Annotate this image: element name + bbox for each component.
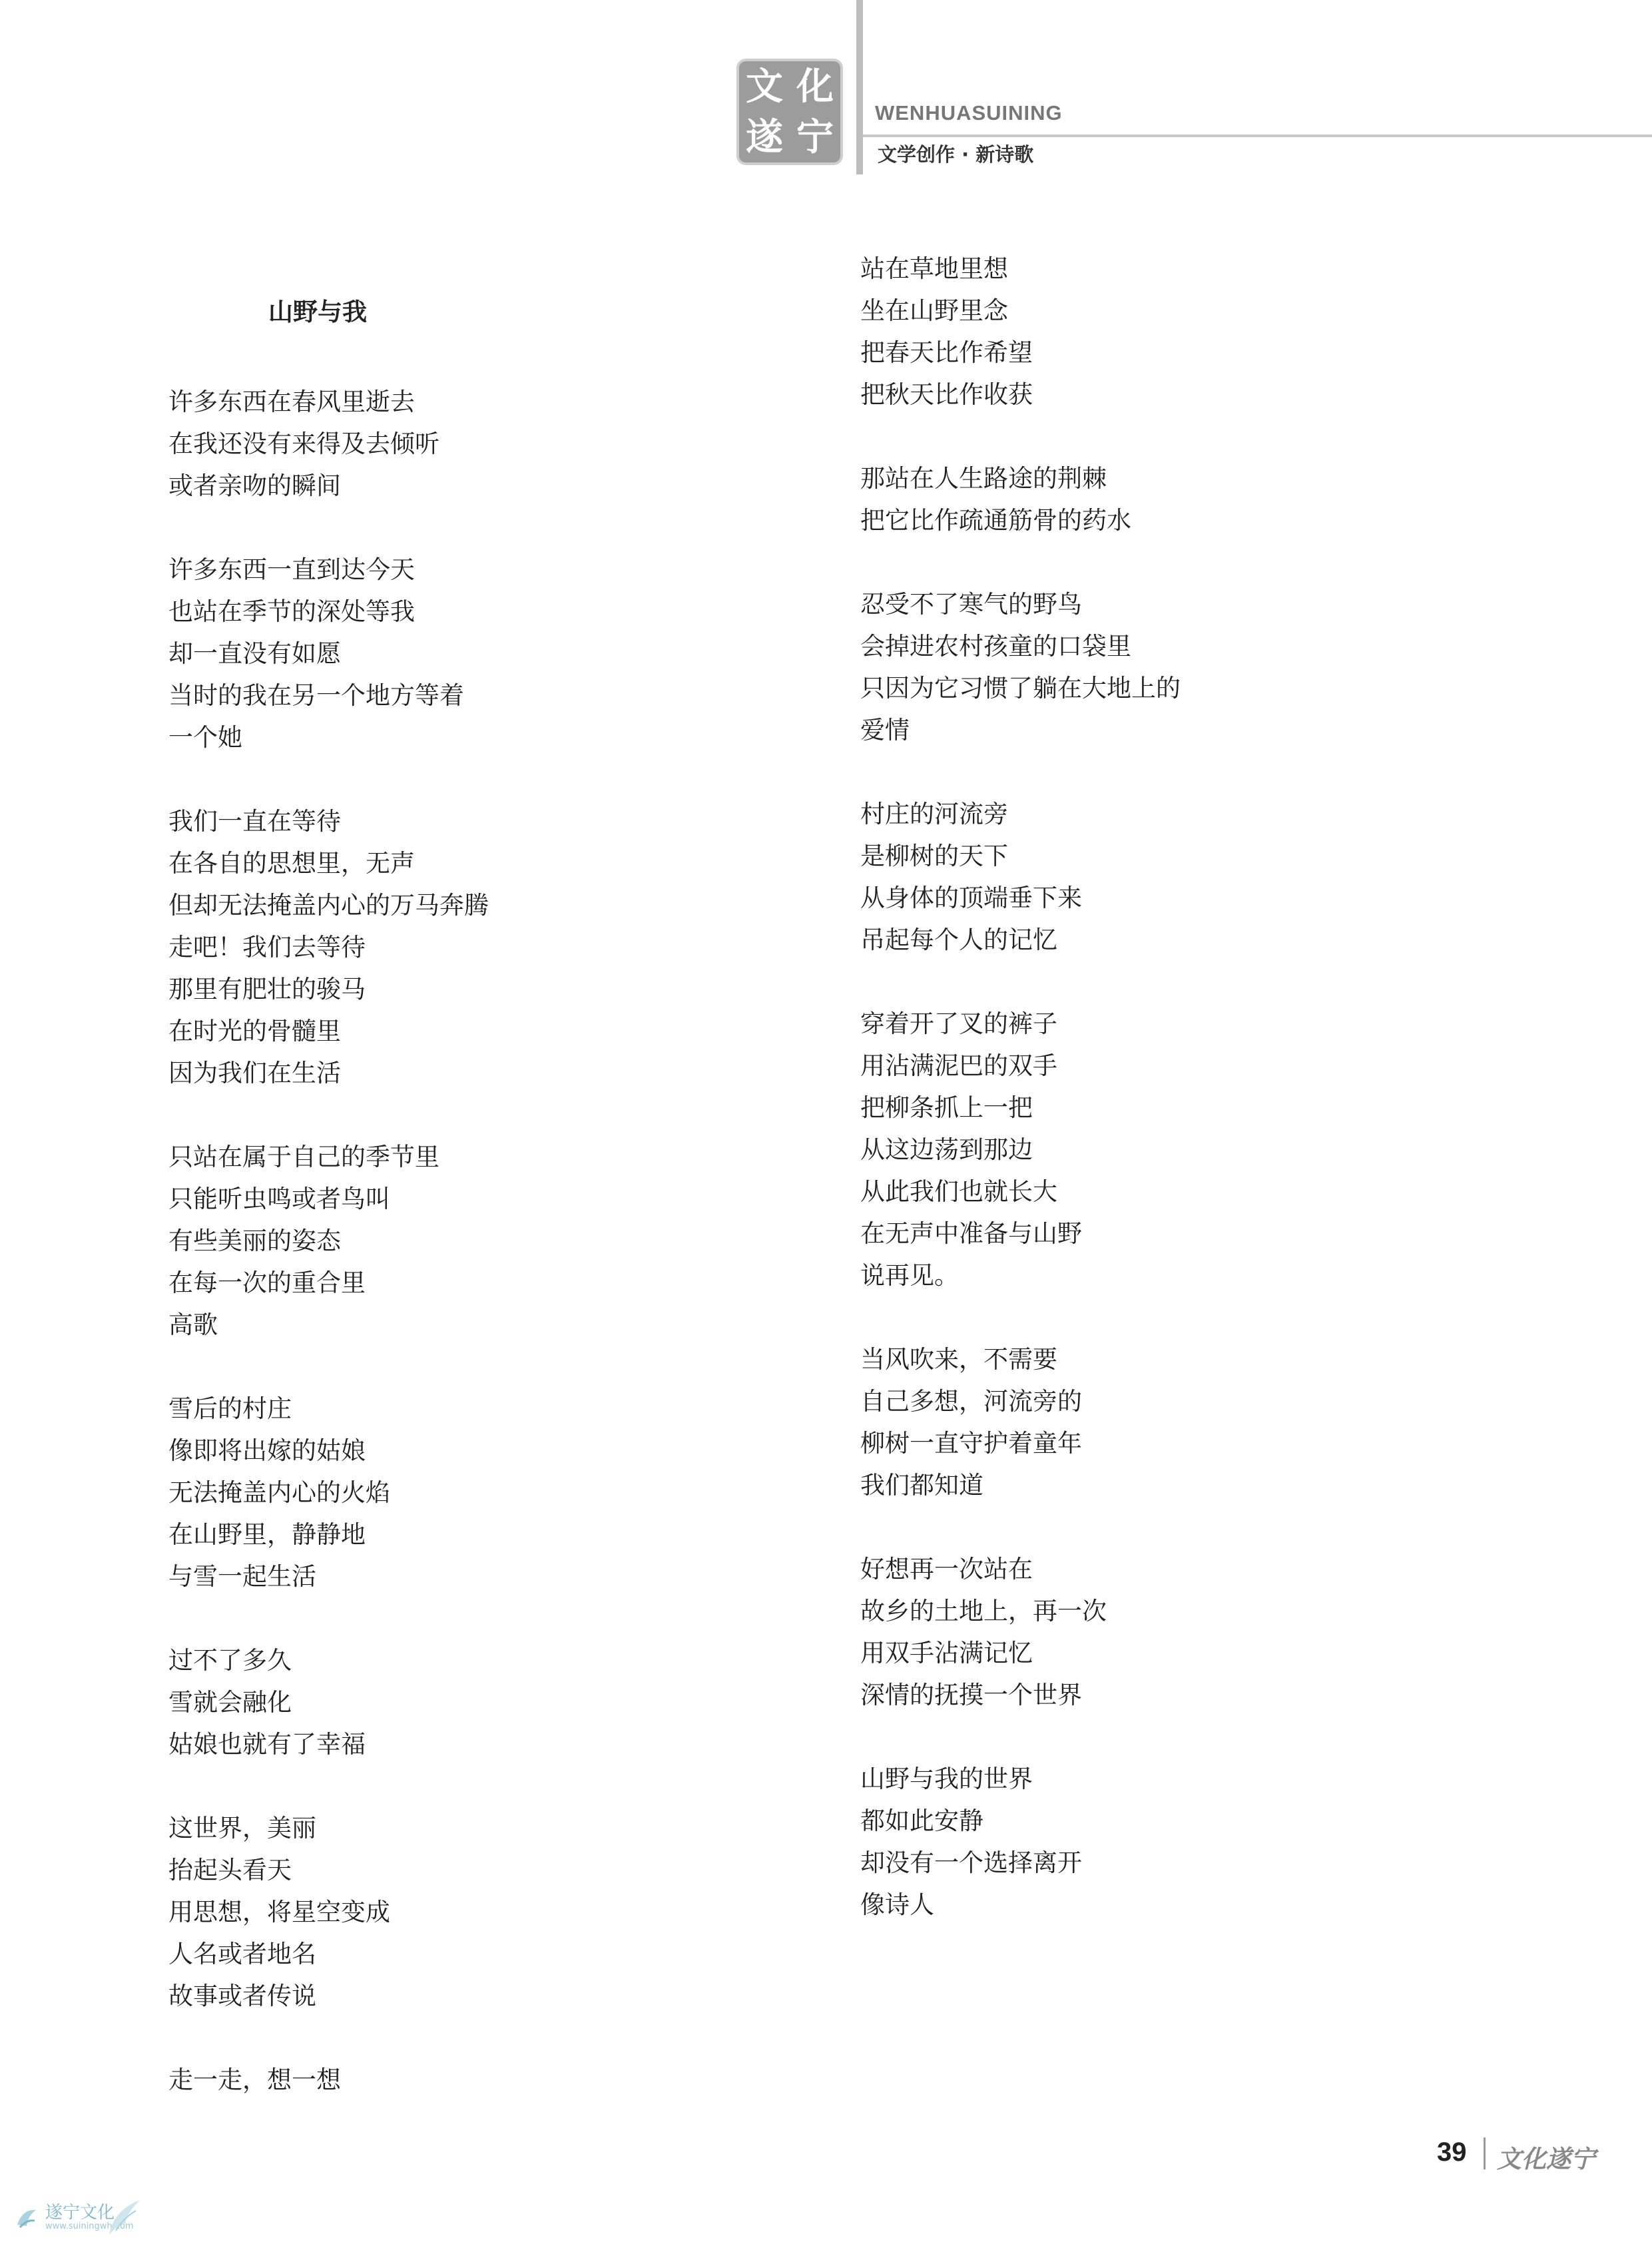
- poem-line: 只站在属于自己的季节里: [168, 1143, 439, 1171]
- poem-right-column: [860, 248, 1181, 1968]
- poem-line: 坐在山野里念: [860, 296, 1008, 325]
- poem-line: 那里有肥壮的骏马: [168, 975, 366, 1003]
- poem-line: 雪就会融化: [168, 1688, 292, 1717]
- poem-line: 有些美丽的姿态: [168, 1227, 341, 1255]
- poem-stanza: [860, 1003, 1181, 1296]
- poem-stanza: [860, 1548, 1181, 1716]
- poem-line: 在各自的思想里，无声: [168, 849, 415, 878]
- poem-line: 过不了多久: [168, 1646, 292, 1675]
- poem-line: 村庄的河流旁: [860, 800, 1008, 828]
- poem-stanza: [860, 583, 1181, 751]
- poem-line: 像即将出嫁的姑娘: [168, 1436, 366, 1465]
- magazine-seal-logo: [739, 61, 840, 162]
- poem-line: 从这边荡到那边: [860, 1135, 1033, 1164]
- poem-line: 说再见。: [860, 1261, 959, 1290]
- poem-line: 高歌: [168, 1310, 218, 1339]
- poem-stanza: [860, 1758, 1181, 1926]
- poem-line: 从此我们也就长大: [860, 1177, 1057, 1206]
- poem-stanza: [168, 1136, 489, 1346]
- poem-line: 在时光的骨髓里: [168, 1017, 341, 1045]
- poem-line: 许多东西在春风里逝去: [168, 388, 415, 416]
- poem-line: 也站在季节的深处等我: [168, 597, 415, 626]
- poem-stanza: [860, 248, 1181, 416]
- watermark-logo-icon: [13, 2205, 40, 2231]
- poem-stanza: [168, 1388, 489, 1597]
- poem-stanza: [860, 793, 1181, 961]
- poem-line: 走吧！我们去等待: [168, 933, 366, 962]
- poem-line: 只能听虫鸣或者鸟叫: [168, 1185, 390, 1213]
- poem-line: 无法掩盖内心的火焰: [168, 1478, 390, 1507]
- poem-line: 姑娘也就有了幸福: [168, 1730, 366, 1759]
- poem-line: 只因为它习惯了躺在大地上的: [860, 674, 1181, 702]
- poem-line: 用沾满泥巴的双手: [860, 1051, 1057, 1080]
- poem-line: 那站在人生路途的荆棘: [860, 464, 1107, 493]
- poem-stanza: [168, 549, 489, 758]
- poem-line: 像诗人: [860, 1890, 934, 1919]
- footer-separator: [1484, 2137, 1486, 2169]
- poem-stanza: [860, 1338, 1181, 1506]
- seal-char: 化: [796, 65, 834, 109]
- poem-line: 都如此安静: [860, 1807, 983, 1835]
- poem-line: 用双手沾满记忆: [860, 1639, 1033, 1667]
- poem-line: 会掉进农村孩童的口袋里: [860, 632, 1131, 661]
- poem-line: 把秋天比作收获: [860, 380, 1033, 409]
- poem-left-column: [168, 381, 489, 2143]
- poem-line: 抬起头看天: [168, 1856, 292, 1884]
- poem-title: 山野与我: [268, 297, 367, 326]
- poem-line: 忍受不了寒气的野鸟: [860, 590, 1082, 619]
- poem-line: 爱情: [860, 716, 910, 744]
- poem-line: 或者亲吻的瞬间: [168, 471, 341, 500]
- poem-line: 我们一直在等待: [168, 807, 341, 836]
- poem-stanza: [168, 1807, 489, 2017]
- watermark-url: www.suiningwh.com: [45, 2221, 134, 2231]
- poem-line: 在无声中准备与山野: [860, 1219, 1082, 1248]
- page-number: 39: [1437, 2137, 1467, 2167]
- poem-line: 走一走，想一想: [168, 2066, 341, 2094]
- poem-line: 这世界，美丽: [168, 1814, 316, 1842]
- poem-stanza: [860, 457, 1181, 541]
- poem-line: 好想再一次站在: [860, 1555, 1033, 1583]
- poem-line: 在山野里，静静地: [168, 1520, 366, 1549]
- watermark-text: 遂宁文化: [45, 2203, 115, 2223]
- poem-line: 人名或者地名: [168, 1940, 316, 1968]
- poem-line: 穿着开了叉的裤子: [860, 1009, 1057, 1038]
- poem-line: 柳树一直守护着童年: [860, 1429, 1082, 1458]
- poem-line: 从身体的顶端垂下来: [860, 884, 1082, 912]
- seal-char: 文: [746, 65, 783, 109]
- poem-line: 把它比作疏通筋骨的药水: [860, 506, 1131, 535]
- poem-line: 把春天比作希望: [860, 338, 1033, 367]
- poem-line: 一个她: [168, 723, 242, 752]
- poem-line: 在每一次的重合里: [168, 1268, 366, 1297]
- section-label: 文学创作 · 新诗歌: [878, 143, 1034, 166]
- poem-stanza: [168, 800, 489, 1094]
- header-rule: [863, 135, 1652, 137]
- poem-line: 雪后的村庄: [168, 1394, 292, 1423]
- seal-char: 宁: [796, 115, 834, 159]
- poem-line: 用思想，将星空变成: [168, 1898, 390, 1926]
- poem-line: 在我还没有来得及去倾听: [168, 429, 439, 458]
- poem-line: 山野与我的世界: [860, 1765, 1033, 1793]
- poem-line: 与雪一起生活: [168, 1562, 316, 1591]
- poem-line: 许多东西一直到达今天: [168, 555, 415, 584]
- poem-line: 把柳条抓上一把: [860, 1093, 1033, 1122]
- poem-line: 因为我们在生活: [168, 1059, 341, 1087]
- poem-line: 但却无法掩盖内心的万马奔腾: [168, 891, 489, 920]
- poem-line: 却没有一个选择离开: [860, 1848, 1082, 1877]
- poem-line: 是柳树的天下: [860, 842, 1008, 870]
- wing-icon: [107, 2197, 142, 2237]
- poem-line: 故事或者传说: [168, 1982, 316, 2010]
- poem-stanza: [168, 2059, 489, 2101]
- poem-line: 自己多想，河流旁的: [860, 1387, 1082, 1416]
- header-vertical-bar: [856, 0, 863, 174]
- poem-line: 当风吹来，不需要: [860, 1345, 1057, 1374]
- poem-line: 却一直没有如愿: [168, 639, 341, 668]
- poem-line: 当时的我在另一个地方等着: [168, 681, 464, 710]
- seal-char: 遂: [746, 115, 783, 159]
- poem-line: 吊起每个人的记忆: [860, 926, 1057, 954]
- poem-line: 深情的抚摸一个世界: [860, 1681, 1082, 1709]
- poem-stanza: [168, 1639, 489, 1765]
- poem-line: 站在草地里想: [860, 254, 1008, 283]
- poem-line: 故乡的土地上，再一次: [860, 1597, 1107, 1625]
- poem-line: 我们都知道: [860, 1471, 983, 1500]
- poem-stanza: [168, 381, 489, 507]
- brand-name: WENHUASUINING: [875, 101, 1063, 125]
- footer-magazine-name: 文化遂宁: [1497, 2144, 1595, 2173]
